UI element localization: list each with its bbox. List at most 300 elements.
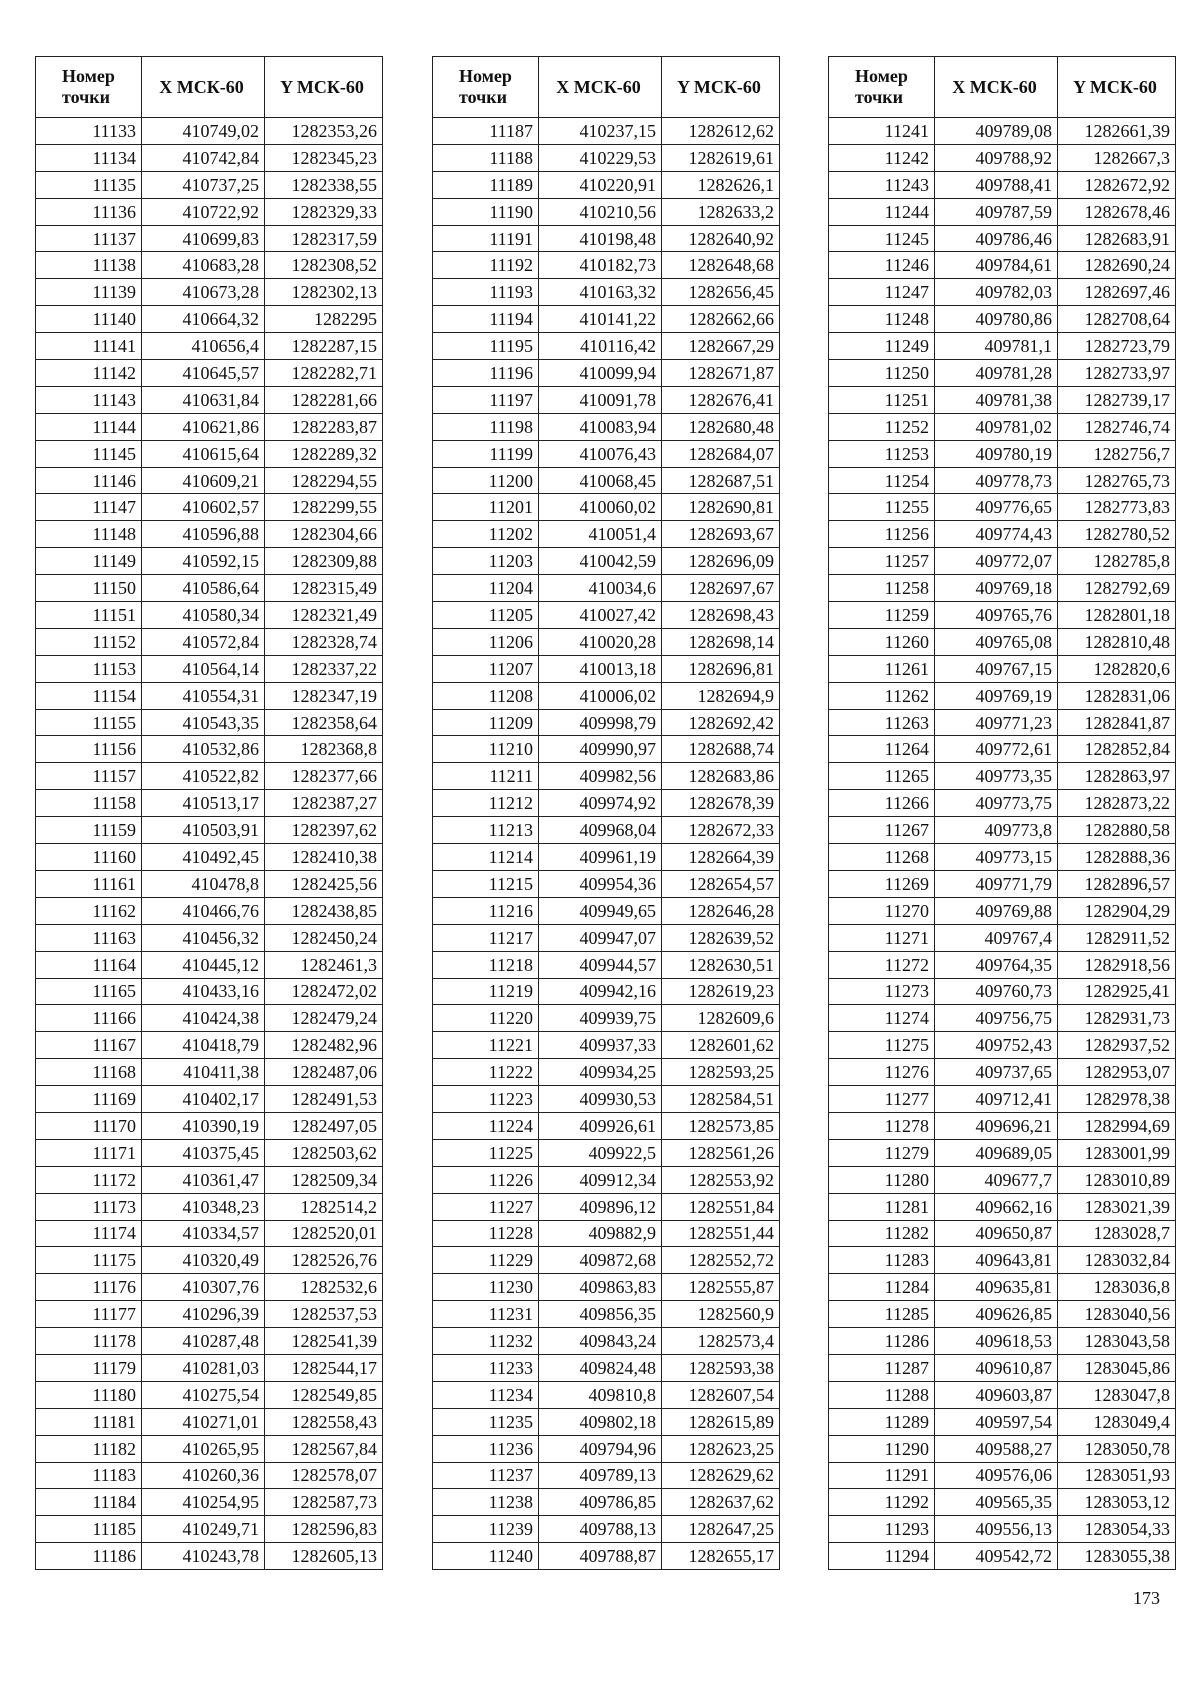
x-coordinate-cell: 410237,15 [539,118,662,145]
point-number-cell: 11173 [36,1193,142,1220]
x-coordinate-cell: 410249,71 [142,1516,265,1543]
point-number-cell: 11292 [829,1489,935,1516]
point-number-cell: 11156 [36,736,142,763]
table-row [36,118,383,145]
point-number-cell: 11220 [433,1005,539,1032]
x-coordinate-cell: 409788,92 [935,144,1058,171]
y-coordinate-cell: 1282911,52 [1058,924,1176,951]
table-row [36,1354,383,1381]
x-coordinate-cell: 410592,15 [142,548,265,575]
point-number-cell: 11197 [433,386,539,413]
x-coordinate-cell: 409767,15 [935,655,1058,682]
point-number-cell: 11133 [36,118,142,145]
x-coordinate-cell: 410287,48 [142,1328,265,1355]
point-number-cell: 11290 [829,1435,935,1462]
point-number-cell: 11204 [433,575,539,602]
table-row [829,1220,1176,1247]
y-coordinate-cell: 1282676,41 [662,386,780,413]
point-number-cell: 11186 [36,1543,142,1570]
y-coordinate-cell: 1282281,66 [265,386,383,413]
table-row [36,602,383,629]
header-y: Y МСК-60 [1058,57,1176,118]
x-coordinate-cell: 409618,53 [935,1328,1058,1355]
x-coordinate-cell: 409784,61 [935,252,1058,279]
point-number-cell: 11151 [36,602,142,629]
point-number-cell: 11278 [829,1112,935,1139]
point-number-cell: 11214 [433,844,539,871]
header-point-number [36,57,142,118]
point-number-cell: 11203 [433,548,539,575]
point-number-cell: 11193 [433,279,539,306]
table-row [829,440,1176,467]
x-coordinate-cell: 410602,57 [142,494,265,521]
table-row [36,682,383,709]
x-coordinate-cell: 410307,76 [142,1274,265,1301]
point-number-cell: 11256 [829,521,935,548]
header-number-line2: точки [855,87,904,107]
x-coordinate-cell: 410722,92 [142,198,265,225]
table-row [36,1462,383,1489]
x-coordinate-cell: 410243,78 [142,1543,265,1570]
point-number-cell: 11213 [433,817,539,844]
y-coordinate-cell: 1282648,68 [662,252,780,279]
x-coordinate-cell: 410532,86 [142,736,265,763]
table-row [36,1408,383,1435]
table-row [829,1408,1176,1435]
table-row [829,763,1176,790]
point-number-cell: 11260 [829,628,935,655]
table-row [36,1247,383,1274]
y-coordinate-cell: 1282678,39 [662,790,780,817]
x-coordinate-cell: 410013,18 [539,655,662,682]
x-coordinate-cell: 410631,84 [142,386,265,413]
x-coordinate-cell: 410673,28 [142,279,265,306]
point-number-cell: 11147 [36,494,142,521]
y-coordinate-cell: 1282299,55 [265,494,383,521]
x-coordinate-cell: 409781,28 [935,360,1058,387]
y-coordinate-cell: 1282425,56 [265,870,383,897]
table-row [36,575,383,602]
table-row [829,1193,1176,1220]
table-row [36,521,383,548]
x-coordinate-cell: 410580,34 [142,602,265,629]
x-coordinate-cell: 410424,38 [142,1005,265,1032]
point-number-cell: 11167 [36,1032,142,1059]
y-coordinate-cell: 1282852,84 [1058,736,1176,763]
y-coordinate-cell: 1282664,39 [662,844,780,871]
y-coordinate-cell: 1282551,84 [662,1193,780,1220]
y-coordinate-cell: 1282537,53 [265,1301,383,1328]
y-coordinate-cell: 1282692,42 [662,709,780,736]
x-coordinate-cell: 410554,31 [142,682,265,709]
y-coordinate-cell: 1282640,92 [662,225,780,252]
table-row [829,386,1176,413]
table-row [433,333,780,360]
y-coordinate-cell: 1282377,66 [265,763,383,790]
point-number-cell: 11202 [433,521,539,548]
header-number-line2: точки [459,87,508,107]
point-number-cell: 11236 [433,1435,539,1462]
x-coordinate-cell: 409896,12 [539,1193,662,1220]
x-coordinate-cell: 410091,78 [539,386,662,413]
point-number-cell: 11251 [829,386,935,413]
header-number-line2: точки [62,87,111,107]
point-number-cell: 11242 [829,144,935,171]
y-coordinate-cell: 1282573,4 [662,1328,780,1355]
x-coordinate-cell: 410334,57 [142,1220,265,1247]
y-coordinate-cell: 1282698,14 [662,628,780,655]
y-coordinate-cell: 1282672,33 [662,817,780,844]
x-coordinate-cell: 410229,53 [539,144,662,171]
point-number-cell: 11179 [36,1354,142,1381]
point-number-cell: 11250 [829,360,935,387]
x-coordinate-cell: 410361,47 [142,1166,265,1193]
y-coordinate-cell: 1282661,39 [1058,118,1176,145]
y-coordinate-cell: 1282560,9 [662,1301,780,1328]
point-number-cell: 11141 [36,333,142,360]
y-coordinate-cell: 1283049,4 [1058,1408,1176,1435]
x-coordinate-cell: 409773,15 [935,844,1058,871]
x-coordinate-cell: 410051,4 [539,521,662,548]
point-number-cell: 11293 [829,1516,935,1543]
header-x: X МСК-60 [539,57,662,118]
y-coordinate-cell: 1282283,87 [265,413,383,440]
point-number-cell: 11219 [433,978,539,1005]
table-row [829,494,1176,521]
table-row [433,844,780,871]
point-number-cell: 11199 [433,440,539,467]
x-coordinate-cell: 409934,25 [539,1059,662,1086]
table-row [433,1381,780,1408]
x-coordinate-cell: 410699,83 [142,225,265,252]
point-number-cell: 11282 [829,1220,935,1247]
x-coordinate-cell: 409843,24 [539,1328,662,1355]
table-row [829,118,1176,145]
y-coordinate-cell: 1282337,22 [265,655,383,682]
x-coordinate-cell: 410466,76 [142,897,265,924]
y-coordinate-cell: 1282596,83 [265,1516,383,1543]
table-row [36,1112,383,1139]
x-coordinate-cell: 409789,08 [935,118,1058,145]
table-row [829,467,1176,494]
table-row [433,1193,780,1220]
table-row [829,817,1176,844]
table-row [36,1059,383,1086]
table-row [433,306,780,333]
point-number-cell: 11264 [829,736,935,763]
point-number-cell: 11230 [433,1274,539,1301]
y-coordinate-cell: 1282309,88 [265,548,383,575]
y-coordinate-cell: 1282655,17 [662,1543,780,1570]
point-number-cell: 11143 [36,386,142,413]
x-coordinate-cell: 409737,65 [935,1059,1058,1086]
table-row [433,682,780,709]
y-coordinate-cell: 1282925,41 [1058,978,1176,1005]
table-row [829,1381,1176,1408]
table-row [36,1435,383,1462]
point-number-cell: 11159 [36,817,142,844]
x-coordinate-cell: 410456,32 [142,924,265,951]
y-coordinate-cell: 1282697,67 [662,575,780,602]
table-row [36,252,383,279]
y-coordinate-cell: 1282601,62 [662,1032,780,1059]
x-coordinate-cell: 409712,41 [935,1086,1058,1113]
x-coordinate-cell: 410433,16 [142,978,265,1005]
point-number-cell: 11245 [829,225,935,252]
y-coordinate-cell: 1282896,57 [1058,870,1176,897]
y-coordinate-cell: 1282820,6 [1058,655,1176,682]
point-number-cell: 11209 [433,709,539,736]
y-coordinate-cell: 1282723,79 [1058,333,1176,360]
x-coordinate-cell: 409767,4 [935,924,1058,951]
y-coordinate-cell: 1282607,54 [662,1381,780,1408]
point-number-cell: 11183 [36,1462,142,1489]
table-row [36,870,383,897]
table-row [433,1112,780,1139]
y-coordinate-cell: 1282683,91 [1058,225,1176,252]
point-number-cell: 11177 [36,1301,142,1328]
table-row [433,1086,780,1113]
table-row [829,736,1176,763]
page-number: 173 [1133,1588,1160,1608]
table-row [36,1328,383,1355]
y-coordinate-cell: 1282573,85 [662,1112,780,1139]
y-coordinate-cell: 1282880,58 [1058,817,1176,844]
y-coordinate-cell: 1283055,38 [1058,1543,1176,1570]
y-coordinate-cell: 1283047,8 [1058,1381,1176,1408]
point-number-cell: 11279 [829,1139,935,1166]
table-row [36,279,383,306]
table-row [433,924,780,951]
x-coordinate-cell: 410596,88 [142,521,265,548]
header-y: Y МСК-60 [265,57,383,118]
x-coordinate-cell: 410275,54 [142,1381,265,1408]
x-coordinate-cell: 409576,06 [935,1462,1058,1489]
point-number-cell: 11294 [829,1543,935,1570]
y-coordinate-cell: 1282338,55 [265,171,383,198]
y-coordinate-cell: 1282647,25 [662,1516,780,1543]
x-coordinate-cell: 410621,86 [142,413,265,440]
y-coordinate-cell: 1283032,84 [1058,1247,1176,1274]
y-coordinate-cell: 1282888,36 [1058,844,1176,871]
x-coordinate-cell: 409778,73 [935,467,1058,494]
x-coordinate-cell: 410182,73 [539,252,662,279]
y-coordinate-cell: 1282544,17 [265,1354,383,1381]
point-number-cell: 11255 [829,494,935,521]
table-row [829,602,1176,629]
y-coordinate-cell: 1282329,33 [265,198,383,225]
x-coordinate-cell: 409780,86 [935,306,1058,333]
y-coordinate-cell: 1282637,62 [662,1489,780,1516]
y-coordinate-cell: 1282978,38 [1058,1086,1176,1113]
table-row [829,790,1176,817]
point-number-cell: 11157 [36,763,142,790]
point-number-cell: 11135 [36,171,142,198]
table-row [433,575,780,602]
header-x: X МСК-60 [935,57,1058,118]
table-row [829,575,1176,602]
point-number-cell: 11249 [829,333,935,360]
y-coordinate-cell: 1282321,49 [265,602,383,629]
y-coordinate-cell: 1282353,26 [265,118,383,145]
point-number-cell: 11218 [433,951,539,978]
y-coordinate-cell: 1282693,67 [662,521,780,548]
point-number-cell: 11139 [36,279,142,306]
x-coordinate-cell: 410042,59 [539,548,662,575]
header-point-number [829,57,935,118]
point-number-cell: 11288 [829,1381,935,1408]
table-row [829,1005,1176,1032]
y-coordinate-cell: 1282746,74 [1058,413,1176,440]
y-coordinate-cell: 1282633,2 [662,198,780,225]
x-coordinate-cell: 409863,83 [539,1274,662,1301]
x-coordinate-cell: 409781,1 [935,333,1058,360]
table-row [433,817,780,844]
point-number-cell: 11280 [829,1166,935,1193]
x-coordinate-cell: 409772,61 [935,736,1058,763]
point-number-cell: 11172 [36,1166,142,1193]
point-number-cell: 11145 [36,440,142,467]
x-coordinate-cell: 410737,25 [142,171,265,198]
x-coordinate-cell: 410656,4 [142,333,265,360]
x-coordinate-cell: 410020,28 [539,628,662,655]
point-number-cell: 11246 [829,252,935,279]
x-coordinate-cell: 410027,42 [539,602,662,629]
y-coordinate-cell: 1282520,01 [265,1220,383,1247]
y-coordinate-cell: 1282667,3 [1058,144,1176,171]
x-coordinate-cell: 409810,8 [539,1381,662,1408]
table-row [36,494,383,521]
point-number-cell: 11289 [829,1408,935,1435]
y-coordinate-cell: 1282696,81 [662,655,780,682]
point-number-cell: 11208 [433,682,539,709]
x-coordinate-cell: 409954,36 [539,870,662,897]
point-number-cell: 11227 [433,1193,539,1220]
table-row [433,1516,780,1543]
x-coordinate-cell: 409765,76 [935,602,1058,629]
x-coordinate-cell: 409773,8 [935,817,1058,844]
point-number-cell: 11235 [433,1408,539,1435]
table-row [36,1489,383,1516]
point-number-cell: 11240 [433,1543,539,1570]
table-row [829,628,1176,655]
x-coordinate-cell: 409787,59 [935,198,1058,225]
table-row [36,1274,383,1301]
point-number-cell: 11163 [36,924,142,951]
y-coordinate-cell: 1282629,62 [662,1462,780,1489]
x-coordinate-cell: 409769,19 [935,682,1058,709]
table-row [829,1166,1176,1193]
point-number-cell: 11154 [36,682,142,709]
table-row [433,467,780,494]
table-row [433,1139,780,1166]
table-row [36,1381,383,1408]
table-row [433,413,780,440]
table-row [36,978,383,1005]
x-coordinate-cell: 409882,9 [539,1220,662,1247]
table-row [433,386,780,413]
y-coordinate-cell: 1282698,43 [662,602,780,629]
y-coordinate-cell: 1282765,73 [1058,467,1176,494]
point-number-cell: 11152 [36,628,142,655]
x-coordinate-cell: 409773,75 [935,790,1058,817]
point-number-cell: 11194 [433,306,539,333]
table-row [829,1059,1176,1086]
table-row [433,198,780,225]
x-coordinate-cell: 409782,03 [935,279,1058,306]
point-number-cell: 11247 [829,279,935,306]
point-number-cell: 11244 [829,198,935,225]
y-coordinate-cell: 1282553,92 [662,1166,780,1193]
table-row [36,360,383,387]
point-number-cell: 11276 [829,1059,935,1086]
table-row [433,252,780,279]
table-row [829,225,1176,252]
x-coordinate-cell: 409856,35 [539,1301,662,1328]
table-row [433,1462,780,1489]
point-number-cell: 11178 [36,1328,142,1355]
x-coordinate-cell: 409786,46 [935,225,1058,252]
x-coordinate-cell: 410006,02 [539,682,662,709]
point-number-cell: 11222 [433,1059,539,1086]
table-row [829,360,1176,387]
table-row [36,306,383,333]
table-row [433,1543,780,1570]
point-number-cell: 11174 [36,1220,142,1247]
table-row [433,1274,780,1301]
point-number-cell: 11224 [433,1112,539,1139]
x-coordinate-cell: 409772,07 [935,548,1058,575]
x-coordinate-cell: 409780,19 [935,440,1058,467]
table-row [433,1032,780,1059]
y-coordinate-cell: 1283028,7 [1058,1220,1176,1247]
y-coordinate-cell: 1282584,51 [662,1086,780,1113]
table-row [36,1139,383,1166]
y-coordinate-cell: 1282619,23 [662,978,780,1005]
y-coordinate-cell: 1282639,52 [662,924,780,951]
table-row [433,870,780,897]
y-coordinate-cell: 1282294,55 [265,467,383,494]
point-number-cell: 11200 [433,467,539,494]
point-number-cell: 11176 [36,1274,142,1301]
point-number-cell: 11261 [829,655,935,682]
y-coordinate-cell: 1283010,89 [1058,1166,1176,1193]
table-header-row [829,57,1176,118]
point-number-cell: 11269 [829,870,935,897]
point-number-cell: 11184 [36,1489,142,1516]
x-coordinate-cell: 409942,16 [539,978,662,1005]
table-row [829,1112,1176,1139]
point-number-cell: 11182 [36,1435,142,1462]
y-coordinate-cell: 1282694,9 [662,682,780,709]
point-number-cell: 11168 [36,1059,142,1086]
table-row [829,870,1176,897]
table-row [433,709,780,736]
x-coordinate-cell: 409752,43 [935,1032,1058,1059]
table-row [36,817,383,844]
point-number-cell: 11268 [829,844,935,871]
point-number-cell: 11273 [829,978,935,1005]
header-y: Y МСК-60 [662,57,780,118]
y-coordinate-cell: 1282863,97 [1058,763,1176,790]
y-coordinate-cell: 1282487,06 [265,1059,383,1086]
header-number-line1: Номер [459,66,512,87]
point-number-cell: 11217 [433,924,539,951]
point-number-cell: 11277 [829,1086,935,1113]
x-coordinate-cell: 410564,14 [142,655,265,682]
y-coordinate-cell: 1282792,69 [1058,575,1176,602]
y-coordinate-cell: 1282678,46 [1058,198,1176,225]
